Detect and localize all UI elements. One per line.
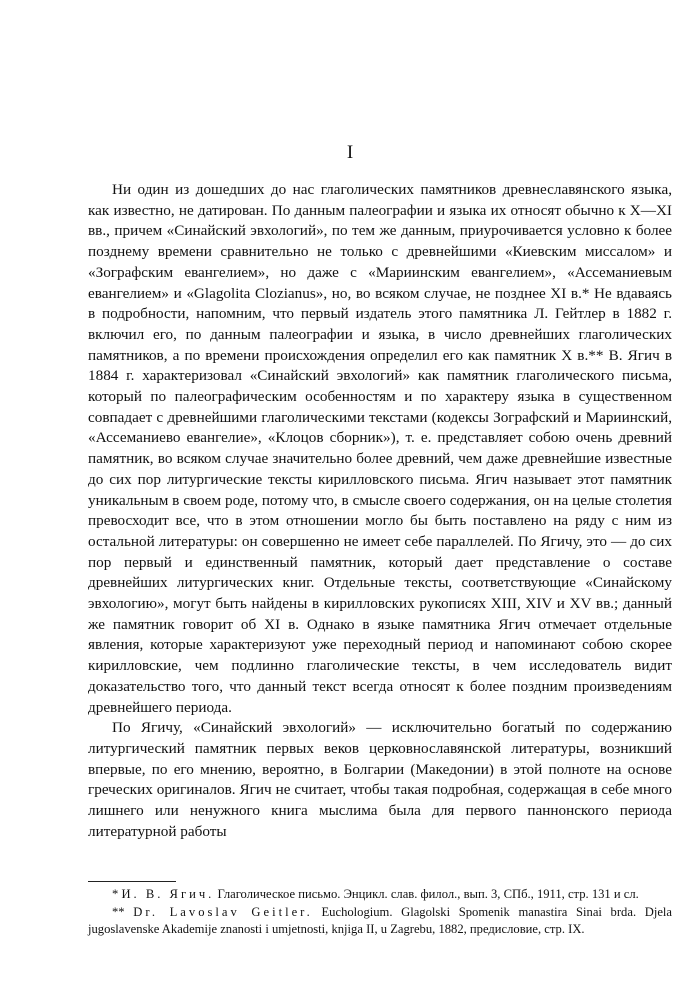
paragraph-2: По Ягичу, «Синайский эвхологий» — исключительно богатый по содержанию литургический памятник первых веков церковнославянской литературы, возникший впервые, по его мнению, вероятно, в Болгарии (Македонии) в этой полноте на основе греческих оригиналов. Ягич не считает, чтобы такая подробная, содержащая в себе много лишнего или ненужного книга мыслима была для первого паннонского периода литературной работы <box>88 719 672 840</box>
footnotes <box>88 886 672 939</box>
paragraph-1: Ни один из дошедших до нас глаголических памятников древнеславянского языка, как известно, не датирован. По данным палеографии и языка их относят обычно к X—XI вв., причем «Синайский эвхологий», по тем же данным, приурочивается условно к более позднему времени сравнительно не только с древнейшими «Киевским миссалом» и «Зографским евангелием», но даже с «Мариинским евангелием», «Ассеманиевым евангелием» и «Glagolita Clozianus», но, во всяком случае, не позднее XI в.* Не вдаваясь в подробности, напомним, что первый издатель этого памятника Л. Гейтлер в 1882 г. включил его, по данным палеографии и языка, в число древнейших глаголических памятников, а по времени происхождения определил его как памятник X в.** В. Ягич в 1884 г. характеризовал «Синайский эвхологий» как памятник глаголического письма, который по палеографическим особенностям и по характеру языка в существенном совпадает с древнейшими глаголическими текстами (кодексы Зографский и Мариинский, «Ассеманиево евангелие», «Клоцов сборник»), т. е. представляет собою очень древний памятник, во всяком случае значительно более древний, чем даже древнейшие известные до сих пор литургические тексты кирилловского письма. Ягич называет этот памятник уникальным в своем роде, потому что, в смысле своего содержания, он на целые столетия превосходит все, что в этом отношении могло бы быть поставлено на ряду с ним из остальной литературы: он совершенно не имеет себе параллелей. По Ягичу, это — до сих пор первый и единственный памятник, который дает представление о составе древнейших литургических книг. Отдельные тексты, соответствующие «Синайскому эвхологию», могут быть найдены в кирилловских рукописях XIII, XIV и XV вв.; данный же памятник говорит об XI в. Однако в языке памятника Ягич отмечает отдельные явления, которые характеризуют уже переходный период и напоминают собою скорее кирилловские, чем подлинно глаголические тексты, в чем исследователь видит доказательство того, что данный текст всегда относят к более поздним произведениям древнейшего периода. <box>88 181 672 716</box>
main-text <box>88 180 672 843</box>
footnote-author: И. В. Ягич. <box>121 887 215 901</box>
footnote-text: Глаголическое письмо. Энцикл. слав. филол., вып. 3, СПб., 1911, стр. 131 и сл. <box>217 887 639 901</box>
footnote-divider <box>88 881 176 882</box>
footnote-marker: ** <box>112 904 125 919</box>
footnote-1 <box>88 886 672 904</box>
section-numeral: I <box>346 142 354 163</box>
footnote-2 <box>88 904 672 939</box>
footnote-author: Dr. Lavoslav Geitler. <box>133 904 313 919</box>
footnote-marker: * <box>112 887 119 901</box>
footnote-text: Euchologium. Glagolski Spomenik manastira Sinai brda. Djela jugoslavenske Akademije znanosti i umjetnosti, knjiga II, u Zagrebu, 1882, предисловие, стр. IX. <box>88 904 672 937</box>
